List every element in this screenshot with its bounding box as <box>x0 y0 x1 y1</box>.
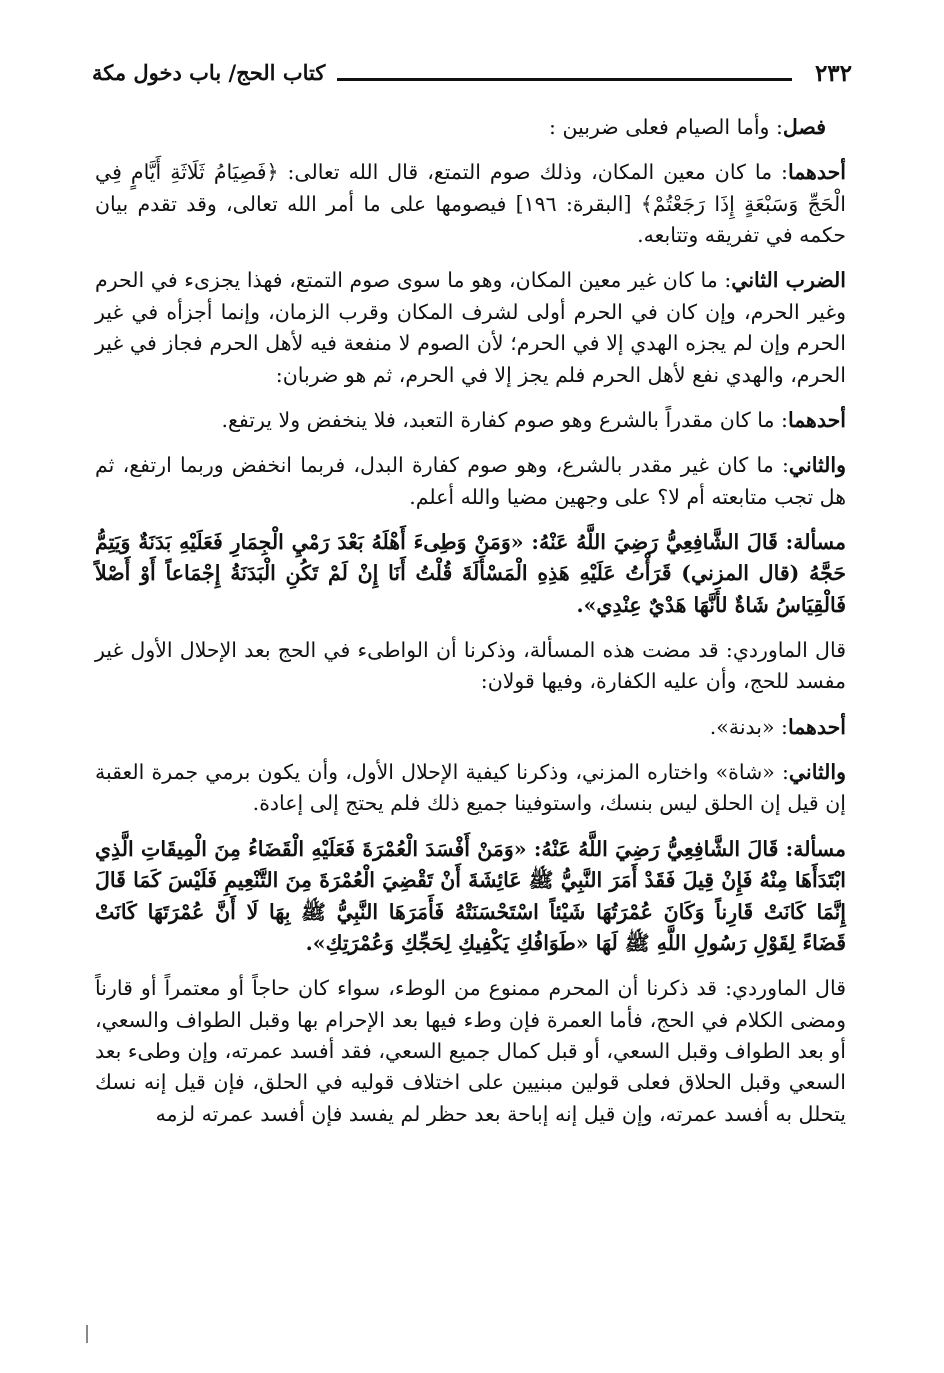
paragraph-lead: والثاني <box>788 453 846 478</box>
page-header <box>92 58 852 98</box>
paragraph-text: : «شاة» واختاره المزني، وذكرنا كيفية الإحلال الأول، وأن يكون برمي جمرة العقبة إن قيل إن الحلق ليس بنسك، واستوفينا جميع ذلك فلم يحتج إلى إعادة. <box>95 760 846 816</box>
header-rule <box>337 78 792 81</box>
paragraph-lead: مسألة: قَالَ الشَّافِعِيُّ <box>666 836 846 861</box>
paragraph-text: قال الماوردي: قد مضت هذه المسألة، وذكرنا أن الواطىء في الحج بعد الإحلال الأول غير مفسد للحج، وأن عليه الكفارة، وفيها قولان: <box>95 638 846 694</box>
paragraph-qawl-two <box>95 757 846 820</box>
paragraph-first-type <box>95 157 846 251</box>
paragraph-mawardi-1 <box>95 635 846 698</box>
paragraph-text: : «بدنة». <box>709 714 788 739</box>
paragraph-qawl-one <box>95 712 846 743</box>
paragraph-text: : ما كان غير معين المكان، وهو ما سوى صوم التمتع، فهذا يجزىء في الحرم وغير الحرم، وإن كان في الحرم أولى لشرف المكان وقرب الزمان، وإنما أجزأه في غير الحرم وإن لم يجزه الهدي إلا في الحرم؛ لأن الصوم لا منفعة فيه لأهل الحرم فجاز في غير الحرم، والهدي نفع لأهل الحرم فلم يجز إلا في الحرم، ثم هو ضربان: <box>95 268 846 387</box>
paragraph-text: : وأما الصيام فعلى ضربين : <box>549 115 783 139</box>
paragraph-lead: أحدهما <box>787 714 846 739</box>
paragraph-subtype-two <box>95 450 846 513</box>
paragraph-fasl <box>95 112 846 143</box>
paragraph-text: رَضِيَ اللَّهُ عَنْهُ: «وَمَنْ أَفْسَدَ الْعُمْرَةَ فَعَلَيْهِ الْقَضَاءُ مِنَ الْمِيقَاتِ الَّذِي ابْتَدَأَهَا مِنْهُ فَإِنْ قِيلَ فَقَدْ أَمَرَ النَّبِيُّ ﷺ عَائِشَةَ أَنْ تَقْضِيَ الْعُمْرَةَ مِنَ التَّنْعِيمِ فَلَيْسَ كَمَا قَالَ إِنَّمَا كَانَتْ قَارِناً وَكَانَ عُمْرَتُهَا شَيْئاً اسْتَحْسَنَتْهُ فَأَمَرَهَا النَّبِيُّ ﷺ بِهَا لَا أَنَّ عُمْرَتَهَا كَانَتْ قَضَاءً لِقَوْلِ رَسُولِ اللَّهِ ﷺ لَهَا «طَوَافُكِ يَكْفِيكِ لِحَجِّكِ وَعُمْرَتِكِ». <box>95 836 846 955</box>
paragraph-text: قال الماوردي: قد ذكرنا أن المحرم ممنوع من الوطء، سواء كان حاجاً أو معتمراً أو قارناً ومضى الكلام في الحج، فأما العمرة فإن وطء فيها بعد الإحرام بها وقبل الطواف والسعي، أو بعد الطواف وقبل السعي، أو قبل كمال جميع السعي، فقد أفسد عمرته، وإن وطىء بعد السعي وقبل الحلاق فعلى قولين مبنيين على اختلاف قوليه في الحلق، فإن قيل إنه نسك يتحلل به أفسد عمرته، وإن قيل إنه إباحة بعد حظر لم يفسد فإن أفسد عمرته لزمه <box>95 976 846 1126</box>
paragraph-lead: الضرب الثاني <box>731 268 846 293</box>
paragraph-lead: أحدهما <box>787 407 846 432</box>
paragraph-mawardi-2 <box>95 973 846 1130</box>
page-edge-mark <box>86 1325 88 1343</box>
paragraph-second-type <box>95 265 846 390</box>
paragraph-text: : ما كان معين المكان، وذلك صوم التمتع، قال الله تعالى: ﴿فَصِيَامُ ثَلَاثَةِ أَيَّامٍ فِي الْحَجِّ وَسَبْعَةٍ إِذَا رَجَعْتُمْ﴾ [البقرة: ١٩٦] فيصومها على ما أمر الله تعالى، وقد تقدم بيان حكمه في تفريقه وتتابعه. <box>95 160 846 248</box>
paragraph-text: : ما كان غير مقدر بالشرع، وهو صوم كفارة البدل، فربما انخفض وربما ارتفع، ثم هل تجب متابعته أم لا؟ على وجهين مضيا والله أعلم. <box>95 453 846 509</box>
running-title: كتاب الحج/ باب دخول مكة <box>92 60 326 85</box>
paragraph-lead: أحدهما <box>787 160 846 185</box>
paragraph-text: رَضِيَ اللَّهُ عَنْهُ: «وَمَنْ وَطِىءَ أَهْلَهُ بَعْدَ رَمْيِ الْجِمَارِ فَعَلَيْهِ بَدَنَةٌ وَيَتِمُّ حَجَّهُ (قال المزني) قَرَأْتُ عَلَيْهِ هَذِهِ الْمَسْأَلَةَ قُلْتُ أَنَا إِنْ لَمْ تَكُنِ الْبَدَنَةُ إِجْمَاعاً أَوْ أَصْلاً فَالْقِيَاسُ شَاةٌ لأَنَّهَا هَدْيٌ عِنْدِي». <box>95 529 846 617</box>
paragraph-lead: فصل <box>782 115 826 139</box>
masala-wati-after-jimar <box>95 527 846 621</box>
page-number: ٢٣٢ <box>814 60 852 87</box>
masala-ifsad-umra <box>95 834 846 959</box>
paragraph-lead: والثاني <box>788 760 846 785</box>
paragraph-lead: مسألة: قَالَ الشَّافِعِيُّ <box>665 529 846 554</box>
paragraph-subtype-one <box>95 405 846 436</box>
page-body <box>95 112 846 1144</box>
paragraph-text: : ما كان مقدراً بالشرع وهو صوم كفارة التعبد، فلا ينخفض ولا يرتفع. <box>221 407 788 432</box>
